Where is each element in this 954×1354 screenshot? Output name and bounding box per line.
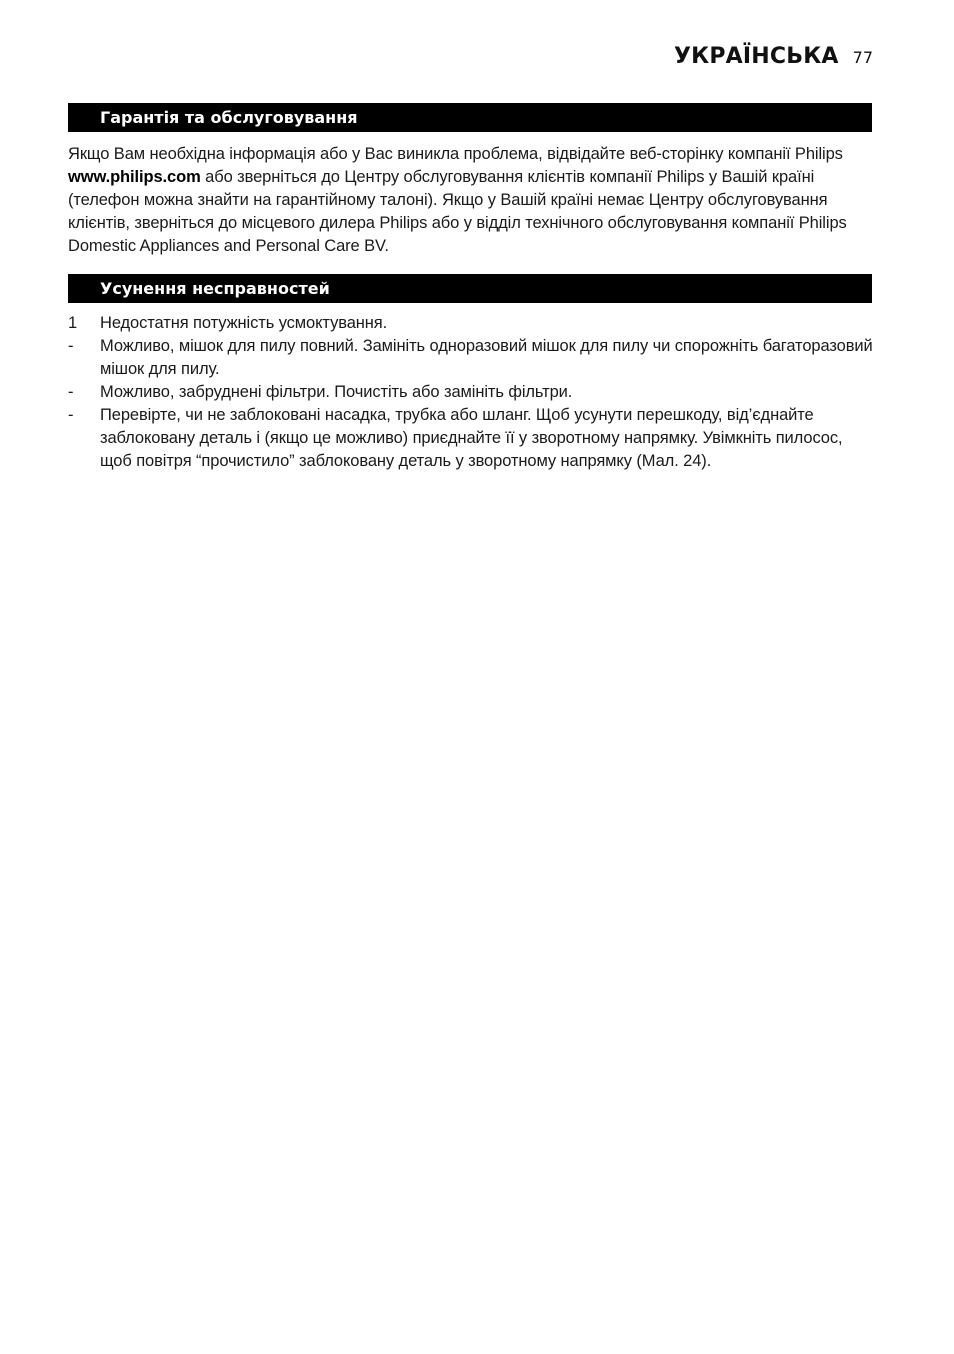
page-header (674, 44, 873, 69)
list-item-marker: - (68, 337, 74, 355)
philips-website-link[interactable]: www.philips.com (68, 168, 201, 186)
warranty-text-part2: або зверніться до Центру обслуговування клієнтів компанії Philips у Вашій країні (телефон можна знайти на гарантійному талоні). Якщо у Вашій країні немає Центру обслуговування клієнтів, зверніться до місцевого дилера Philips або у відділ технічного обслуговування компанії Philips Domestic Appliances and Personal Care BV. (68, 168, 847, 255)
list-item (68, 312, 876, 335)
section-heading-troubleshooting: Усунення несправностей (68, 274, 872, 303)
list-item-marker: - (68, 406, 74, 424)
page-number: 77 (852, 48, 873, 67)
header-language: УКРАЇНСЬКА (674, 44, 839, 69)
section-heading-warranty: Гарантія та обслуговування (68, 103, 872, 132)
list-item-text: Можливо, мішок для пилу повний. Замініть одноразовий мішок для пилу чи спорожніть багаторазовий мішок для пилу. (100, 337, 873, 378)
warranty-text-part1: Якщо Вам необхідна інформація або у Вас виникла проблема, відвідайте веб-сторінку компанії Philips (68, 145, 843, 163)
list-item (68, 335, 876, 381)
list-item-marker: 1 (68, 314, 78, 332)
list-item-text: Перевірте, чи не заблоковані насадка, трубка або шланг. Щоб усунути перешкоду, від’єднайте заблоковану деталь і (якщо це можливо) приєднайте її у зворотному напрямку. Увімкніть пилосос, щоб повітря “прочистило” заблоковану деталь у зворотному напрямку (Мал. 24). (100, 406, 843, 470)
list-item-text: Можливо, забруднені фільтри. Почистіть або замініть фільтри. (100, 383, 573, 401)
list-item-text: Недостатня потужність усмоктування. (100, 314, 388, 332)
list-item (68, 404, 876, 473)
list-item-marker: - (68, 383, 74, 401)
troubleshooting-list (68, 312, 876, 473)
list-item (68, 381, 876, 404)
warranty-paragraph (68, 143, 876, 258)
